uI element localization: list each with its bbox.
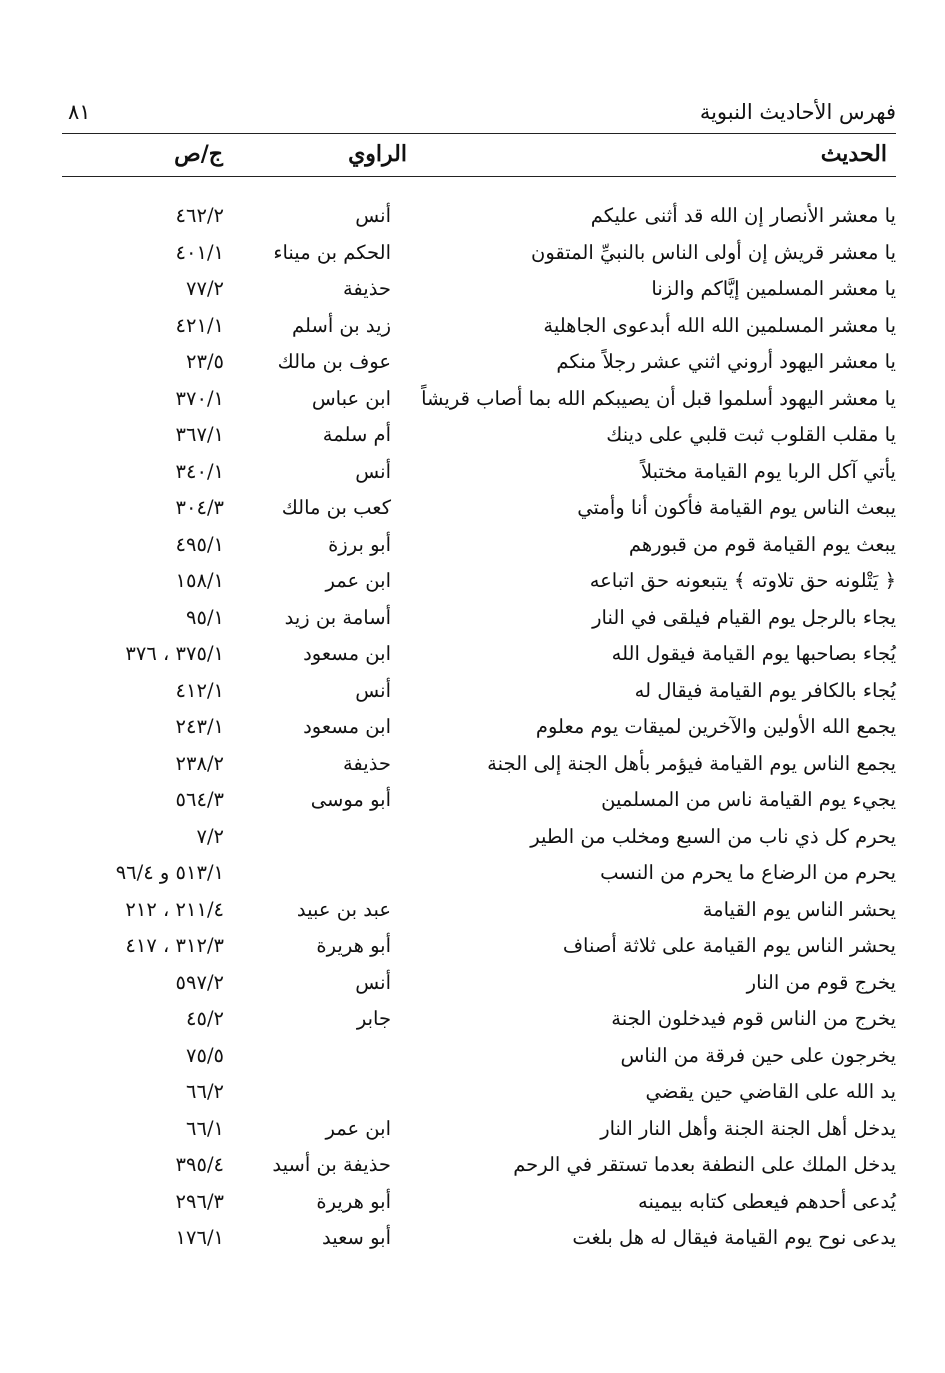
running-head: [62, 100, 896, 130]
volume-page-ref: ٩٥/١: [186, 605, 224, 629]
table-row: [62, 530, 896, 567]
table-row: [62, 749, 896, 786]
volume-page-ref: ١٧٦/١: [175, 1226, 224, 1249]
table-row: [62, 1150, 896, 1187]
table-row: [62, 1187, 896, 1224]
table-row: [62, 493, 896, 530]
table-row: [62, 1223, 896, 1260]
column-header-ref: ج/ص: [174, 141, 223, 167]
hadith-text: يا معشر اليهود أسلموا قبل أن يصيبكم الله بما أصاب قريشاً: [421, 386, 896, 410]
volume-page-ref: ٢٤٣/١: [175, 715, 224, 738]
hadith-text: يا معشر قريش إن أولى الناس بالنبيِّ المتقون: [531, 240, 896, 264]
hadith-text: يدخل أهل الجنة الجنة وأهل النار النار: [600, 1116, 896, 1140]
hadith-text: يا معشر المسلمين الله الله أبدعوى الجاهلية: [543, 313, 896, 337]
volume-page-ref: ٧/٢: [196, 824, 224, 848]
narrator-name: حذيفة: [342, 751, 391, 775]
volume-page-ref: ٤٥/٢: [186, 1007, 224, 1030]
hadith-text: يا معشر الأنصار إن الله قد أثنى عليكم: [590, 204, 896, 227]
narrator-name: جابر: [356, 1007, 391, 1030]
narrator-name: أبو برزة: [328, 532, 391, 556]
hadith-text: يُجاء بالكافر يوم القيامة فيقال له: [634, 678, 896, 702]
narrator-name: أنس: [355, 678, 391, 702]
table-row: [62, 311, 896, 348]
hadith-text: يا معشر المسلمين إيَّاكم والزنا: [651, 277, 896, 300]
table-row: [62, 238, 896, 275]
narrator-name: حذيفة: [342, 277, 391, 300]
hadith-text: يخرج من الناس قوم فيدخلون الجنة: [611, 1007, 896, 1030]
narrator-name: أنس: [355, 204, 391, 227]
narrator-name: ابن عمر: [325, 569, 391, 592]
volume-page-ref: ٦٦/٢: [186, 1080, 224, 1103]
volume-page-ref: ٣١٢/٣ ، ٤١٧: [125, 934, 224, 957]
volume-page-ref: ٢١١/٤ ، ٢١٢: [125, 897, 224, 921]
table-row: [62, 895, 896, 932]
volume-page-ref: ٤٦٢/٢: [175, 204, 224, 227]
table-row: [62, 968, 896, 1005]
volume-page-ref: ٢٣/٥: [186, 350, 224, 373]
running-title: فهرس الأحاديث النبوية: [699, 100, 896, 124]
table-row: [62, 1077, 896, 1114]
narrator-name: الحكم بن ميناء: [273, 240, 391, 264]
hadith-text: يأتي آكل الربا يوم القيامة مختبلاً: [641, 459, 896, 483]
hadith-text: يجيء يوم القيامة ناس من المسلمين: [601, 788, 896, 811]
narrator-name: أم سلمة: [322, 423, 391, 446]
hadith-text: يدخل الملك على النطفة بعدما تستقر في الرحم: [513, 1153, 896, 1176]
table-row: [62, 931, 896, 968]
hadith-text: يحرم كل ذي ناب من السبع ومخلب من الطير: [530, 824, 896, 848]
index-table: [62, 201, 896, 1260]
narrator-name: ابن مسعود: [303, 642, 391, 665]
volume-page-ref: ٤٩٥/١: [175, 532, 224, 556]
hadith-text: يخرج قوم من النار: [746, 970, 896, 994]
narrator-name: ابن عمر: [325, 1116, 391, 1140]
volume-page-ref: ٥١٣/١ و ٩٦/٤: [115, 861, 224, 884]
narrator-name: أبو هريرة: [316, 934, 391, 957]
narrator-name: ابن مسعود: [303, 715, 391, 738]
table-row: [62, 822, 896, 859]
top-rule: [62, 133, 896, 134]
table-row: [62, 603, 896, 640]
table-row: [62, 384, 896, 421]
narrator-name: عبد بن عبيد: [296, 897, 391, 921]
narrator-name: أبو سعيد: [322, 1226, 391, 1249]
volume-page-ref: ٣٩٥/٤: [175, 1153, 224, 1176]
hadith-text: ﴿ يَتْلونه حق تلاوته ﴾ يتبعونه حق اتباعه: [589, 569, 896, 592]
table-row: [62, 676, 896, 713]
header-rule: [62, 176, 896, 177]
volume-page-ref: ٣٠٤/٣: [175, 496, 224, 519]
hadith-text: يحرم من الرضاع ما يحرم من النسب: [600, 861, 896, 884]
column-header-narrator: الراوي: [348, 141, 407, 167]
volume-page-ref: ٥٩٧/٢: [175, 970, 224, 994]
table-row: [62, 1041, 896, 1078]
table-row: [62, 1004, 896, 1041]
table-row: [62, 1114, 896, 1151]
table-row: [62, 566, 896, 603]
narrator-name: كعب بن مالك: [281, 496, 391, 519]
narrator-name: أنس: [355, 459, 391, 483]
volume-page-ref: ٤١٢/١: [175, 678, 224, 702]
volume-page-ref: ٢٣٨/٢: [175, 751, 224, 775]
narrator-name: أنس: [355, 970, 391, 994]
table-row: [62, 420, 896, 457]
narrator-name: زيد بن أسلم: [292, 313, 391, 337]
hadith-text: يدعى نوح يوم القيامة فيقال له هل بلغت: [572, 1226, 896, 1249]
hadith-text: يد الله على القاضي حين يقضي: [645, 1080, 896, 1103]
hadith-text: يا مقلب القلوب ثبت قلبي على دينك: [606, 423, 896, 446]
table-row: [62, 274, 896, 311]
narrator-name: أبو هريرة: [316, 1189, 391, 1213]
hadith-text: يحشر الناس يوم القيامة على ثلاثة أصناف: [562, 934, 896, 957]
narrator-name: أبو موسى: [310, 788, 391, 811]
volume-page-ref: ٣٧٥/١ ، ٣٧٦: [125, 642, 224, 665]
hadith-text: يجاء بالرجل يوم القيام فيلقى في النار: [592, 605, 896, 629]
hadith-text: يخرجون على حين فرقة من الناس: [620, 1043, 896, 1067]
volume-page-ref: ٢٩٦/٣: [175, 1189, 224, 1213]
hadith-text: يبعث يوم القيامة قوم من قبورهم: [628, 532, 896, 556]
hadith-text: يا معشر اليهود أروني اثني عشر رجلاً منكم: [556, 350, 896, 373]
hadith-text: يجمع الله الأولين والآخرين لميقات يوم معلوم: [535, 715, 896, 738]
volume-page-ref: ٤٠١/١: [175, 240, 224, 264]
hadith-text: يبعث الناس يوم القيامة فأكون أنا وأمتي: [577, 496, 896, 519]
table-row: [62, 785, 896, 822]
column-header-hadith: الحديث: [820, 141, 887, 167]
page-number: ٨١: [68, 100, 91, 124]
narrator-name: حذيفة بن أسيد: [272, 1153, 391, 1176]
table-row: [62, 639, 896, 676]
table-row: [62, 457, 896, 494]
table-row: [62, 201, 896, 238]
volume-page-ref: ٧٧/٢: [186, 277, 224, 300]
volume-page-ref: ٣٦٧/١: [175, 423, 224, 446]
hadith-text: يُدعى أحدهم فيعطى كتابه بيمينه: [638, 1189, 896, 1213]
hadith-text: يُجاء بصاحبها يوم القيامة فيقول الله: [611, 642, 896, 665]
volume-page-ref: ٦٦/١: [186, 1116, 224, 1140]
volume-page-ref: ٣٧٠/١: [175, 386, 224, 410]
table-row: [62, 858, 896, 895]
volume-page-ref: ١٥٨/١: [175, 569, 224, 592]
narrator-name: عوف بن مالك: [277, 350, 391, 373]
volume-page-ref: ٣٤٠/١: [175, 459, 224, 483]
narrator-name: ابن عباس: [311, 386, 391, 410]
table-row: [62, 712, 896, 749]
volume-page-ref: ٥٦٤/٣: [175, 788, 224, 811]
table-row: [62, 347, 896, 384]
volume-page-ref: ٤٢١/١: [175, 313, 224, 337]
hadith-text: يجمع الناس يوم القيامة فيؤمر بأهل الجنة إلى الجنة: [487, 751, 896, 775]
volume-page-ref: ٧٥/٥: [186, 1043, 224, 1067]
hadith-text: يحشر الناس يوم القيامة: [702, 897, 896, 921]
narrator-name: أسامة بن زيد: [284, 605, 391, 629]
